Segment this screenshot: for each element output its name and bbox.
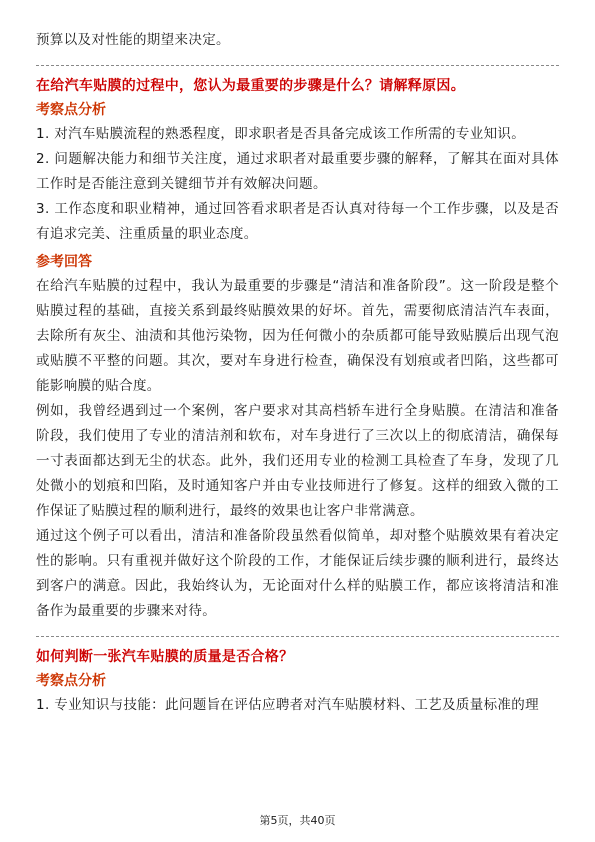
q1-analysis-heading: 考察点分析 <box>36 102 106 118</box>
question-divider <box>36 636 559 637</box>
question-2-title: 如何判断一张汽车贴膜的质量是否合格？ <box>36 649 294 665</box>
q1-analysis-item: 3. 工作态度和职业精神，通过回答看求职者是否认真对待每一个工作步骤，以及是否有追求完美、注重质量的职业态度。 <box>36 201 559 242</box>
q2-analysis-item: 1. 专业知识与技能：此问题旨在评估应聘者对汽车贴膜材料、工艺及质量标准的理 <box>36 697 539 713</box>
page-content <box>36 28 559 718</box>
q1-answer-heading: 参考回答 <box>36 254 92 270</box>
q1-answer-paragraph: 在给汽车贴膜的过程中，我认为最重要的步骤是“清洁和准备阶段”。这一阶段是整个贴膜过程的基础，直接关系到最终贴膜效果的好坏。首先，需要彻底清洁汽车表面，去除所有灰尘、油渍和其他污染物，因为任何微小的杂质都可能导致贴膜后出现气泡或贴膜不平整的问题。其次，要对车身进行检查，确保没有划痕或者凹陷，这些都可能影响膜的贴合度。 <box>36 278 559 394</box>
q1-answer-paragraph: 通过这个例子可以看出，清洁和准备阶段虽然看似简单，却对整个贴膜效果有着决定性的影响。只有重视并做好这个阶段的工作，才能保证后续步骤的顺利进行，最终达到客户的满意。因此，我始终认为，无论面对什么样的贴膜工作，都应该将清洁和准备作为最重要的步骤来对待。 <box>36 528 559 619</box>
question-divider <box>36 65 559 66</box>
intro-tail-text: 预算以及对性能的期望来决定。 <box>36 32 230 48</box>
q1-analysis-item: 1. 对汽车贴膜流程的熟悉程度，即求职者是否具备完成该工作所需的专业知识。 <box>36 126 526 142</box>
question-1-title: 在给汽车贴膜的过程中，您认为最重要的步骤是什么？请解释原因。 <box>36 78 465 94</box>
q1-analysis-item: 2. 问题解决能力和细节关注度，通过求职者对最重要步骤的解释，了解其在面对具体工作时是否能注意到关键细节并有效解决问题。 <box>36 151 559 192</box>
q2-analysis-heading: 考察点分析 <box>36 673 106 689</box>
q1-answer-paragraph: 例如，我曾经遇到过一个案例，客户要求对其高档轿车进行全身贴膜。在清洁和准备阶段，我们使用了专业的清洁剂和软布，对车身进行了三次以上的彻底清洁，确保每一寸表面都达到无尘的状态。此外，我们还用专业的检测工具检查了车身，发现了几处微小的划痕和凹陷，及时通知客户并由专业技师进行了修复。这样的细致入微的工作保证了贴膜过程的顺利进行，最终的效果也让客户非常满意。 <box>36 403 559 519</box>
page-number-footer: 第5页，共40页 <box>259 814 336 827</box>
